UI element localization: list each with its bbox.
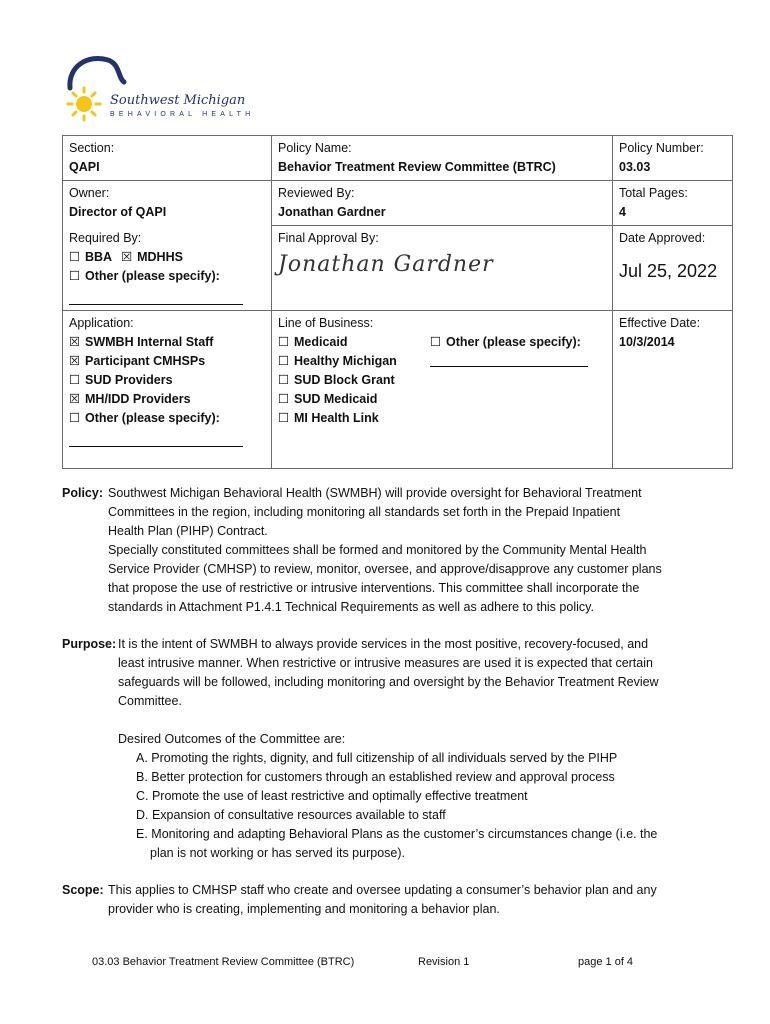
app-item: Other (please specify): [85,411,220,425]
lob-other-label: Other (please specify): [446,335,581,349]
effective-date-label: Effective Date: [619,316,701,330]
date-approved-value: Jul 25, 2022 [619,261,718,281]
policy-line: that propose the use of restrictive or intrusive interventions. This committee shall incorporate the [108,581,640,595]
scope-line: This applies to CMHSP staff who create and oversee updating a consumer’s behavior plan and any [108,883,657,897]
outcome-item: A. Promoting the rights, dignity, and full citizenship of all individuals served by the PIHP [136,751,618,765]
section-value: QAPI [69,160,100,174]
final-approval-cell [272,226,613,311]
required-by-cell [63,226,272,311]
section-cell [63,136,272,181]
policy-number-value: 03.03 [619,160,651,174]
required-other-checkbox[interactable]: ☐ [69,268,81,283]
policy-number-label: Policy Number: [619,141,704,155]
owner-cell [63,181,272,226]
app-swmbh-checkbox[interactable]: ☒ [69,335,81,349]
lob-label: Line of Business: [278,316,374,330]
app-item: Participant CMHSPs [85,354,206,368]
policy-name-value: Behavior Treatment Review Committee (BTRC) [278,160,556,174]
policy-line: Committees in the region, including monitoring all standards set forth in the Prepaid Inpatient [108,505,621,519]
total-pages-label: Total Pages: [619,186,688,200]
outcomes-heading: Desired Outcomes of the Committee are: [118,732,346,746]
lob-item: SUD Block Grant [294,373,395,387]
mdhhs-label: MDHHS [137,249,183,264]
policy-section [62,484,732,614]
mdhhs-checkbox[interactable]: ☒ [121,249,133,264]
lob-medicaid-checkbox[interactable]: ☐ [278,335,290,349]
app-cmhsps-checkbox[interactable]: ☒ [69,354,81,368]
application-label: Application: [69,316,134,330]
purpose-line: Committee. [118,694,182,708]
footer-document-title: 03.03 Behavior Treatment Review Committee (BTRC) [92,956,355,968]
app-item: SUD Providers [85,373,173,387]
total-pages-cell [613,181,733,226]
owner-value: Director of QAPI [69,205,167,219]
lob-other-checkbox[interactable]: ☐ [430,335,442,349]
app-item: MH/IDD Providers [85,392,191,406]
lob-sud-block-checkbox[interactable]: ☐ [278,373,290,387]
scope-section [62,881,732,916]
reviewed-by-label: Reviewed By: [278,186,355,200]
purpose-line: It is the intent of SWMBH to always provide services in the most positive, recovery-focused, and [118,637,649,651]
policy-name-cell [272,136,613,181]
date-approved-label: Date Approved: [619,231,706,245]
owner-label: Owner: [69,186,110,200]
application-cell [63,311,272,469]
reviewed-by-value: Jonathan Gardner [278,205,386,219]
total-pages-value: 4 [619,205,626,219]
app-other-field[interactable] [69,430,243,447]
logo-wordmark: Southwest Michigan [110,93,246,108]
reviewed-by-cell [272,181,613,226]
app-item: SWMBH Internal Staff [85,335,214,349]
logo-subtitle: BEHAVIORAL HEALTH [110,111,255,118]
outcome-item: E. Monitoring and adapting Behavioral Plans as the customer’s circumstances change (i.e. the [136,827,658,841]
line-of-business-cell [272,311,613,469]
policy-label: Policy: [62,486,103,500]
policy-line: Southwest Michigan Behavioral Health (SWMBH) will provide oversight for Behavioral Treatment [108,486,642,500]
bba-label: BBA [85,249,112,264]
scope-label: Scope: [62,883,104,897]
required-other-field[interactable] [69,288,243,305]
signature: Jonathan Gardner [278,252,494,277]
app-sud-checkbox[interactable]: ☐ [69,373,81,387]
outcome-item: C. Promote the use of least restrictive and optimally effective treatment [136,789,528,803]
lob-item: MI Health Link [294,411,379,425]
bba-checkbox[interactable]: ☐ [69,249,81,264]
footer-revision: Revision 1 [418,956,470,968]
outcome-item-cont: plan is not working or has served its purpose). [150,846,405,860]
policy-name-label: Policy Name: [278,141,352,155]
outcome-item: D. Expansion of consultative resources available to staff [136,808,446,822]
lob-item: Medicaid [294,335,348,349]
purpose-label: Purpose: [62,637,117,651]
required-by-label: Required By: [69,230,142,245]
lob-other-field[interactable] [430,352,588,367]
purpose-section [62,635,732,860]
lob-item: SUD Medicaid [294,392,378,406]
policy-line: Specially constituted committees shall be formed and monitored by the Community Mental Health [108,543,647,557]
section-label: Section: [69,141,115,155]
purpose-line: safeguards will be followed, including monitoring and oversight by the Behavior Treatment Review [118,675,659,689]
app-other-checkbox[interactable]: ☐ [69,411,81,425]
lob-sud-medicaid-checkbox[interactable]: ☐ [278,392,290,406]
footer-page-number: page 1 of 4 [578,956,634,968]
policy-line: Service Provider (CMHSP) to review, monitor, oversee, and approve/disapprove any customer plans [108,562,662,576]
swmbh-logo [58,48,255,128]
effective-date-value: 10/3/2014 [619,335,675,349]
required-other-label: Other (please specify): [85,268,220,283]
purpose-line: least intrusive manner. When restrictive or intrusive measures are used it is expected that certain [118,656,653,670]
lob-mi-health-link-checkbox[interactable]: ☐ [278,411,290,425]
effective-date-cell [613,311,733,469]
policy-line: standards in Attachment P1.4.1 Technical Requirements as well as adhere to this policy. [108,600,594,614]
lob-item: Healthy Michigan [294,354,397,368]
final-approval-label: Final Approval By: [278,231,379,245]
outcome-item: B. Better protection for customers through an established review and approval process [136,770,615,784]
policy-number-cell [613,136,733,181]
policy-line: Health Plan (PIHP) Contract. [108,524,268,538]
date-approved-cell [613,226,733,311]
app-mhidd-checkbox[interactable]: ☒ [69,392,81,406]
lob-healthy-michigan-checkbox[interactable]: ☐ [278,354,290,368]
policy-header-table [62,135,733,469]
scope-line: provider who is creating, implementing and monitoring a behavior plan. [108,902,500,916]
